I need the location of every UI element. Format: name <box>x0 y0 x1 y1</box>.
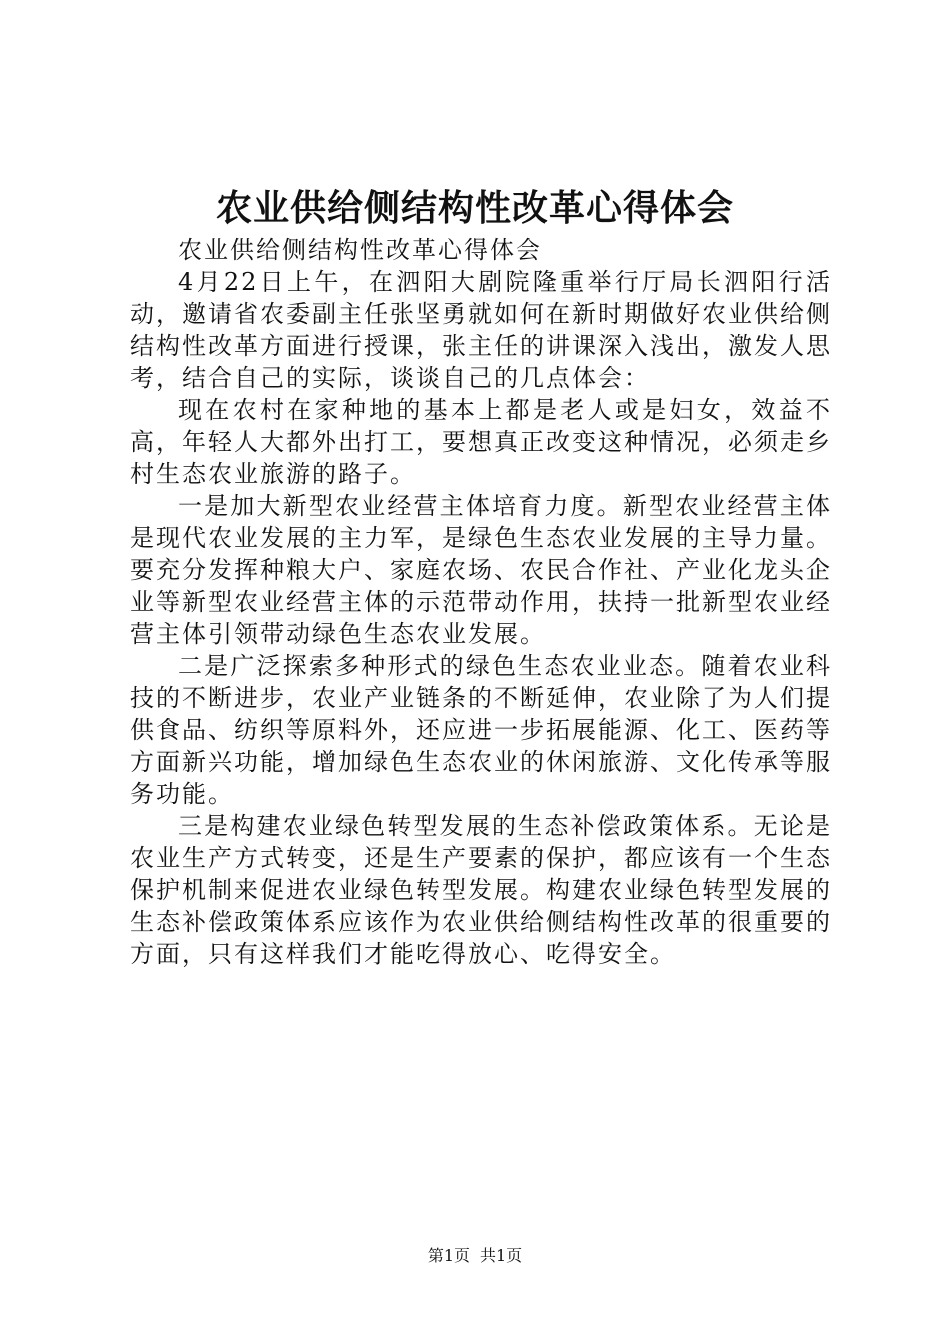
page-number: 第1页 <box>427 1246 470 1265</box>
context-paragraph: 现在农村在家种地的基本上都是老人或是妇女，效益不高，年轻人大都外出打工，要想真正改变这种情况，必须走乡村生态农业旅游的路子。 <box>130 396 832 488</box>
point-three-paragraph: 三是构建农业绿色转型发展的生态补偿政策体系。无论是农业生产方式转变，还是生产要素的保护，都应该有一个生态保护机制来促进农业绿色转型发展。构建农业绿色转型发展的生态补偿政策体系应该作为农业供给侧结构性改革的很重要的方面，只有这样我们才能吃得放心、吃得安全。 <box>130 812 832 968</box>
page-total: 共1页 <box>480 1246 523 1265</box>
document-body <box>130 234 832 970</box>
intro-paragraph: 4月22日上午，在泗阳大剧院隆重举行厅局长泗阳行活动，邀请省农委副主任张坚勇就如何在新时期做好农业供给侧结构性改革方面进行授课，张主任的讲课深入浅出，激发人思考，结合自己的实际，谈谈自己的几点体会： <box>130 268 832 392</box>
document-title: 农业供给侧结构性改革心得体会 <box>215 188 734 229</box>
point-one-paragraph: 一是加大新型农业经营主体培育力度。新型农业经营主体是现代农业发展的主力军，是绿色生态农业发展的主导力量。要充分发挥种粮大户、家庭农场、农民合作社、产业化龙头企业等新型农业经营主体的示范带动作用，扶持一批新型农业经营主体引领带动绿色生态农业发展。 <box>130 492 832 648</box>
page-footer <box>0 1244 950 1268</box>
point-two-paragraph: 二是广泛探索多种形式的绿色生态农业业态。随着农业科技的不断进步，农业产业链条的不断延伸，农业除了为人们提供食品、纺织等原料外，还应进一步拓展能源、化工、医药等方面新兴功能，增加绿色生态农业的休闲旅游、文化传承等服务功能。 <box>130 652 832 808</box>
subtitle-paragraph: 农业供给侧结构性改革心得体会 <box>178 236 542 264</box>
